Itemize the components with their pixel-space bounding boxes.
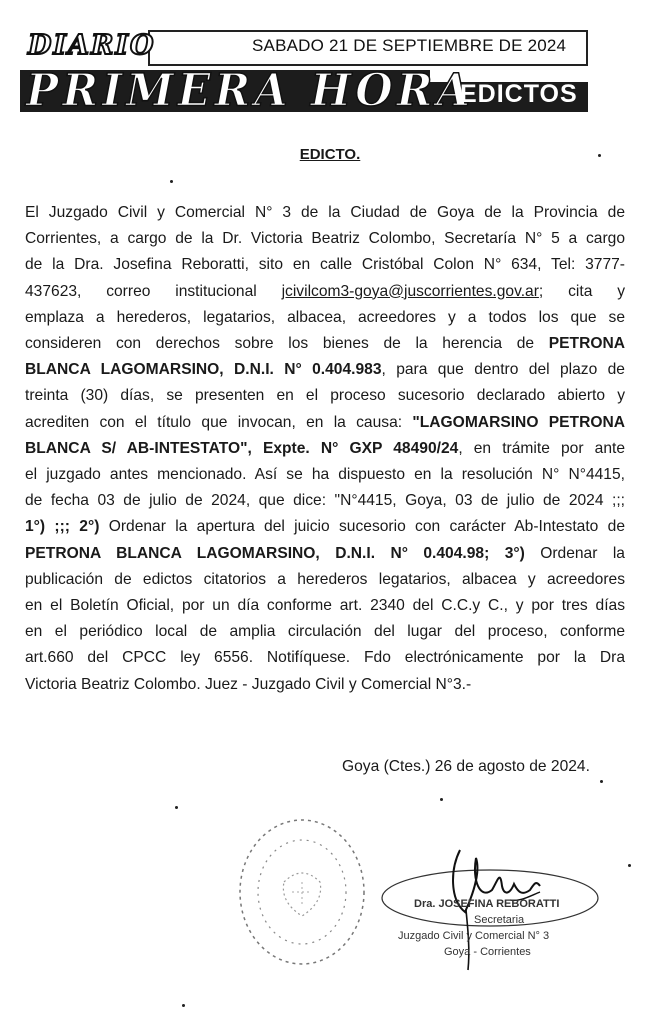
body-line bbox=[25, 488, 625, 514]
body-text-segment: PETRONA bbox=[548, 335, 625, 353]
body-text-segment: "LAGOMARSINO PETRONA bbox=[412, 413, 625, 431]
body-line bbox=[25, 200, 625, 226]
body-line bbox=[25, 567, 625, 593]
body-line bbox=[25, 226, 625, 252]
body-line bbox=[25, 514, 625, 540]
body-line bbox=[25, 672, 625, 698]
body-text-segment: Victoria Beatriz Colombo. Juez - Juzgado Civil y Comercial N°3.- bbox=[25, 675, 472, 693]
body-line bbox=[25, 593, 625, 619]
body-line bbox=[25, 462, 625, 488]
body-text-segment: , en trámite por ante bbox=[458, 439, 626, 457]
edict-body bbox=[25, 200, 625, 698]
body-text-segment: 1°) ;;; 2°) bbox=[25, 518, 100, 536]
signatory-name: Dra. JOSEFINA REBORATTI bbox=[414, 898, 560, 910]
dateline: Goya (Ctes.) 26 de agosto de 2024. bbox=[342, 758, 590, 775]
body-text-segment: publicación de edictos citatorios a herederos legatarios, albacea y acreedores bbox=[25, 570, 625, 588]
body-line bbox=[25, 410, 625, 436]
masthead-primera-hora: PRIMERA HORA bbox=[26, 64, 474, 118]
body-text-segment: treinta (30) días, se presenten en el proceso sucesorio declarado abierto y bbox=[25, 387, 625, 405]
publication-date: SABADO 21 DE SEPTIEMBRE DE 2024 bbox=[252, 36, 567, 55]
body-text-segment: en el Boletín Oficial, por un día conforme art. 2340 del C.C.y C., y por tres días bbox=[25, 597, 625, 615]
body-text-segment: emplaza a herederos, legatarios, albacea, acreedores y a todos los que se bbox=[25, 308, 625, 326]
document-title: EDICTO. bbox=[299, 146, 361, 163]
masthead-diario: DIARIO bbox=[28, 30, 156, 61]
body-line bbox=[25, 619, 625, 645]
body-text-segment: 437623, correo institucional bbox=[25, 282, 282, 300]
body-line bbox=[25, 331, 625, 357]
section-label: EDICTOS bbox=[460, 80, 578, 108]
scan-speck bbox=[170, 180, 173, 183]
scan-speck bbox=[598, 154, 601, 157]
body-text-segment: BLANCA LAGOMARSINO, D.N.I. N° 0.404.983 bbox=[25, 361, 382, 379]
signatory-court: Juzgado Civil y Comercial N° 3 bbox=[398, 930, 550, 942]
body-text-segment: BLANCA S/ AB-INTESTATO", Expte. N° GXP 48490/24 bbox=[25, 439, 459, 457]
masthead bbox=[20, 30, 588, 118]
body-line bbox=[25, 252, 625, 278]
body-line bbox=[25, 357, 625, 383]
signatory-role: Secretaria bbox=[474, 914, 525, 926]
body-text-segment: art.660 del CPCC ley 6556. Notifíquese. Fdo electrónicamente por la Dra bbox=[25, 649, 625, 667]
court-seal bbox=[232, 812, 372, 972]
signatory-location: Goya - Corrientes bbox=[444, 946, 531, 958]
body-line bbox=[25, 645, 625, 671]
body-text-segment: de la Dra. Josefina Reboratti, sito en calle Cristóbal Colon N° 634, Tel: 3777- bbox=[25, 256, 625, 274]
scan-speck bbox=[440, 798, 443, 801]
body-text-segment: Corrientes, a cargo de la Dr. Victoria Beatriz Colombo, Secretaría N° 5 a cargo bbox=[25, 230, 625, 248]
body-text-segment: , para que dentro del plazo de bbox=[381, 361, 625, 379]
body-line bbox=[25, 305, 625, 331]
body-text-segment: jcivilcom3-goya@juscorrientes.gov.ar bbox=[281, 282, 539, 300]
signature-block bbox=[380, 840, 600, 980]
body-text-segment: en el periódico local de amplia circulación del lugar del proceso, conforme bbox=[25, 623, 625, 641]
body-text-segment: acrediten con el título que invocan, en la causa: bbox=[25, 413, 413, 431]
body-line bbox=[25, 383, 625, 409]
body-text-segment: de fecha 03 de julio de 2024, que dice: "N°4415, Goya, 03 de julio de 2024 ;;; bbox=[25, 492, 625, 510]
body-text-segment: Ordenar la bbox=[524, 544, 625, 562]
body-text-segment: PETRONA BLANCA LAGOMARSINO, D.N.I. N° 0.404.98; 3°) bbox=[25, 544, 525, 562]
body-line bbox=[25, 436, 625, 462]
scan-speck bbox=[600, 780, 603, 783]
body-text-segment: Ordenar la apertura del juicio sucesorio con carácter Ab-Intestato de bbox=[99, 518, 626, 536]
scan-speck bbox=[175, 806, 178, 809]
handwritten-signature bbox=[380, 840, 600, 980]
body-line bbox=[25, 279, 625, 305]
masthead-bar bbox=[20, 64, 588, 118]
scan-speck bbox=[628, 864, 631, 867]
body-text-segment: ; cita y bbox=[538, 282, 626, 300]
body-text-segment: el juzgado antes mencionado. Así se ha dispuesto en la resolución N° N°4415, bbox=[25, 466, 625, 484]
body-text-segment: El Juzgado Civil y Comercial N° 3 de la Ciudad de Goya de la Provincia de bbox=[25, 204, 625, 221]
scan-speck bbox=[182, 1004, 185, 1007]
body-text-segment: consideren con derechos sobre los bienes de la herencia de bbox=[25, 335, 549, 353]
body-line bbox=[25, 541, 625, 567]
